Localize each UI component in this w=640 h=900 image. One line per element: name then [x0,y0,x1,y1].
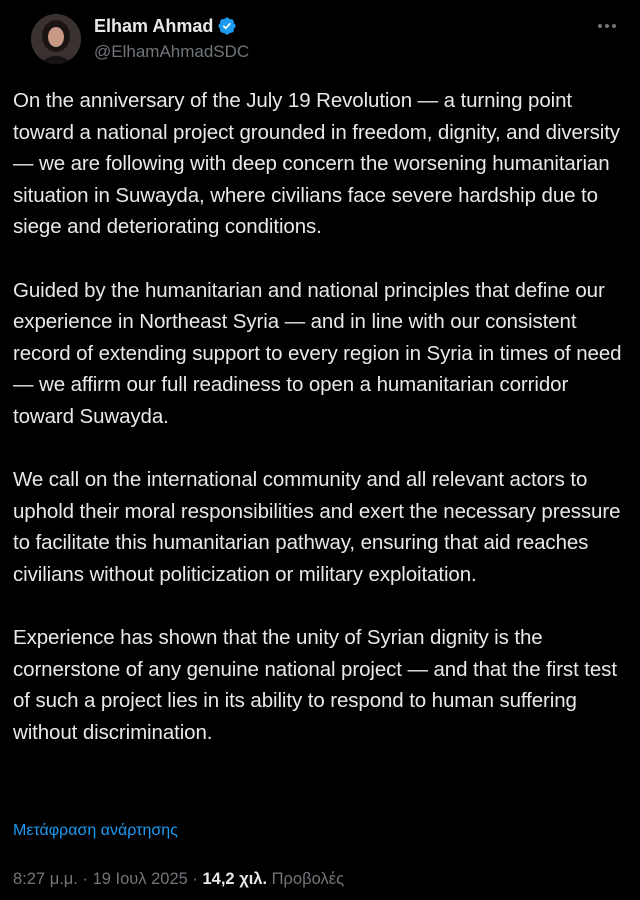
meta-separator: · [77,870,93,888]
tweet-header [16,0,624,80]
views-count[interactable]: 14,2 χιλ. [202,870,268,888]
post-time[interactable]: 8:27 μ.μ. [13,870,78,888]
more-options-icon [612,24,616,28]
author-names [94,14,249,64]
tweet-paragraph: Guided by the humanitarian and national principles that define our experience in Northeast Syria — and in line with our consistent record of extending support to every region in Syria in times of need — we affirm our full readiness to open a humanitarian corridor toward Suwayda. [13,278,622,428]
avatar[interactable] [31,14,81,64]
more-options-icon [598,24,602,28]
post-date[interactable]: 19 Ιουλ 2025 [92,870,188,888]
display-name-row [94,14,249,38]
display-name[interactable]: Elham Ahmad [94,16,214,36]
more-options-icon [605,24,609,28]
tweet-paragraph: We call on the international community and all relevant actors to uphold their moral responsibilities and exert the necessary pressure to facilitate this humanitarian pathway, ensuring that aid reaches civilians without politicization or military exploitation. [13,468,621,586]
meta-separator: · [187,870,203,888]
tweet-paragraph: Experience has shown that the unity of Syrian dignity is the cornerstone of any genuine national project — and that the first test of such a project lies in its ability to respond to human suffering without discrimination. [13,626,617,744]
tweet-body [13,85,633,748]
tweet-meta [13,870,344,889]
paragraph-gap [13,433,633,465]
paragraph-gap [13,591,633,623]
views-label: Προβολές [267,870,345,888]
paragraph-gap [13,243,633,275]
more-options-button[interactable] [592,14,622,38]
tweet-paragraph: On the anniversary of the July 19 Revolution — a turning point toward a national project grounded in freedom, dignity, and diversity — we are following with deep concern the worsening humanitarian situation in Suwayda, where civilians face severe hardship due to siege and deteriorating conditions. [13,89,620,239]
translate-post-link[interactable]: Μετάφραση ανάρτησης [13,822,178,839]
verified-badge-icon[interactable] [217,16,237,36]
author-handle[interactable]: @ElhamAhmadSDC [94,42,250,61]
avatar-image [31,14,81,64]
